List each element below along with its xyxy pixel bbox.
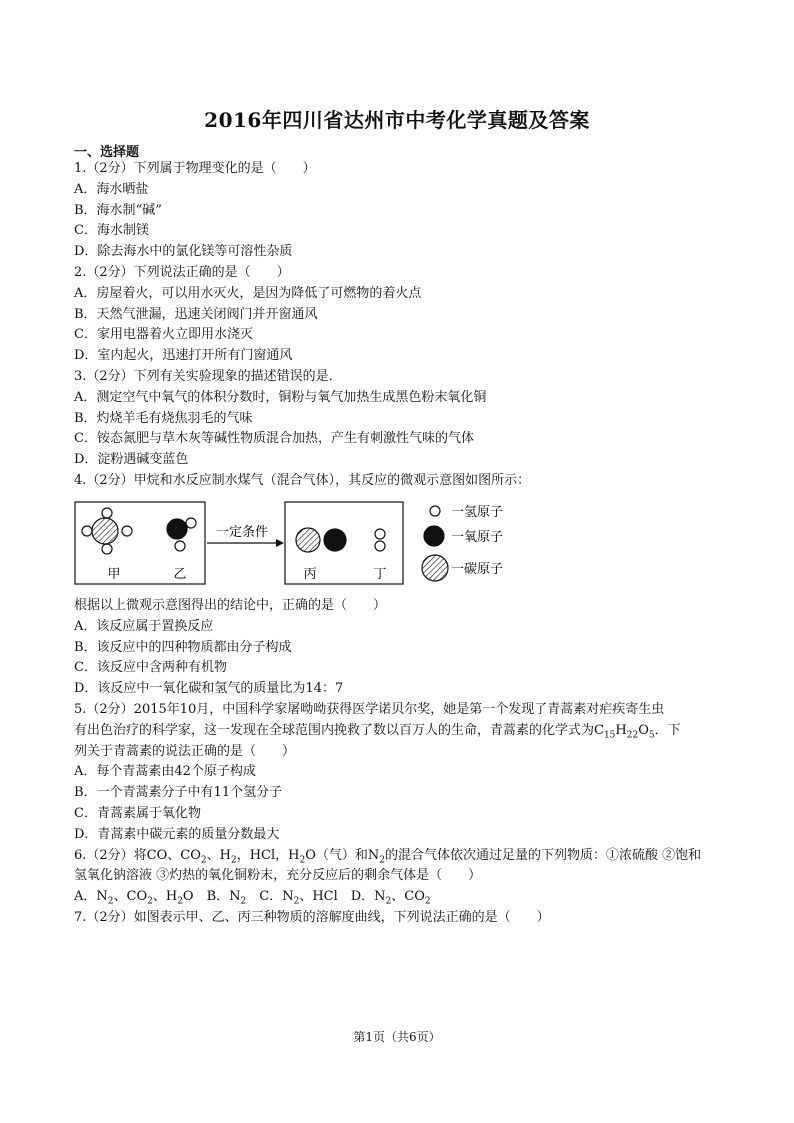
subscript: 22 <box>626 730 639 741</box>
subscript: 2 <box>385 896 392 907</box>
carbon-atom <box>296 528 320 552</box>
hydrogen-atom <box>186 518 196 528</box>
legend-hydrogen-icon <box>430 506 440 516</box>
text-line: C．铵态氮肥与草木灰等碱性物质混合加热，产生有刺激性气味的气体 <box>74 431 474 447</box>
page-title: 2016年四川省达州市中考化学真题及答案 <box>204 108 590 132</box>
text-line: B．天然气泄漏，迅速关闭阀门并开窗通风 <box>74 306 318 322</box>
text-span: ．下 <box>654 722 681 738</box>
subscript: 2 <box>240 896 247 907</box>
subscript: 2 <box>293 896 300 907</box>
label-ding: 丁 <box>373 567 387 582</box>
text-line: A．测定空气中氧气的体积分数时，铜粉与氧气加热生成黑色粉末氧化铜 <box>74 389 487 405</box>
text-span: 、CO <box>113 889 148 905</box>
label-jia: 甲 <box>107 567 121 582</box>
text-line: A．该反应属于置换反应 <box>74 618 214 634</box>
text-line: 3.（2分）下列有关实验现象的描述错误的是． <box>74 368 342 384</box>
hydrogen-atom <box>375 541 385 551</box>
page-footer: 第1页（共6页） <box>353 1030 441 1044</box>
text-line: 列关于青蒿素的说法正确的是（ ） <box>74 743 296 759</box>
text-line: B．海水制“碱” <box>74 202 162 218</box>
text-line: C．海水制镁 <box>74 223 149 239</box>
text-line: 7.（2分）如图表示甲、乙、丙三种物质的溶解度曲线，下列说法正确的是（ ） <box>74 909 550 925</box>
text-line: C．该反应中含两种有机物 <box>74 660 227 676</box>
hydrogen-atom <box>175 541 185 551</box>
question-block-1 <box>74 159 734 492</box>
label-bing: 丙 <box>303 567 317 582</box>
text-line: C．家用电器着火立即用水浇灭 <box>74 327 253 343</box>
text-line: D．青蒿素中碳元素的质量分数最大 <box>74 826 280 842</box>
label-yi: 乙 <box>173 567 187 582</box>
legend-hydrogen: 一氢原子 <box>451 505 504 520</box>
subscript: 2 <box>147 896 153 907</box>
subscript: 2 <box>424 896 431 907</box>
subscript: 2 <box>299 855 306 866</box>
text-line: 1.（2分）下列属于物理变化的是（ ） <box>74 161 316 176</box>
text-line: B．灼烧羊毛有烧焦羽毛的气味 <box>74 410 253 426</box>
text-line: 氢氧化钠溶液 ③灼热的氧化铜粉末，充分反应后的剩余气体是（ ） <box>74 868 482 884</box>
hydrogen-atom <box>122 526 132 536</box>
text-line: A．海水晒盐 <box>74 181 149 197</box>
text-span: O（气）和N <box>305 847 380 863</box>
text-line: 根据以上微观示意图得出的结论中，正确的是（ ） <box>74 598 387 613</box>
question-block-2 <box>74 596 734 929</box>
oxygen-atom <box>324 529 346 551</box>
text-span: 有出色治疗的科学家，这一发现在全球范围内挽救了数以百万人的生命，青蒿素的化学式为C <box>74 722 604 738</box>
text-line: D．室内起火，迅速打开所有门窗通风 <box>74 348 293 364</box>
legend-carbon: 一碳原子 <box>451 562 504 577</box>
text-span: 、CO <box>391 889 425 905</box>
text-span: O <box>638 722 649 738</box>
text-span: 、H <box>152 889 178 905</box>
arrow-label: 一定条件 <box>215 525 269 540</box>
carbon-atom <box>92 518 118 544</box>
text-span: O B．N <box>182 889 241 905</box>
hydrogen-atom <box>102 508 112 518</box>
text-line: A．房屋着火，可以用水灭火，是因为降低了可燃物的着火点 <box>74 285 422 301</box>
legend-oxygen-icon <box>424 526 444 546</box>
text-line: A．每个青蒿素由42个原子构成 <box>74 764 256 780</box>
text-span: ，HCl，H <box>236 847 300 863</box>
text-line <box>74 846 734 867</box>
hydrogen-atom <box>375 529 385 539</box>
text-span: C．N <box>246 889 294 905</box>
section-heading: 一、选择题 <box>74 145 140 160</box>
text-line <box>74 721 734 742</box>
subscript: 2 <box>200 855 207 866</box>
subscript: 2 <box>379 855 385 866</box>
text-line: D．该反应中一氧化碳和氢气的质量比为14：7 <box>74 681 344 697</box>
oxygen-atom <box>167 519 187 539</box>
text-line: D．除去海水中的氯化镁等可溶性杂质 <box>74 244 293 260</box>
arrow-head <box>276 539 284 547</box>
hydrogen-atom <box>102 544 112 554</box>
text-line: D．淀粉遇碱变蓝色 <box>74 452 189 468</box>
legend-carbon-icon <box>422 555 448 581</box>
subscript: 2 <box>107 896 114 907</box>
subscript: 2 <box>230 855 237 866</box>
text-span: 的混合气体依次通过足量的下列物质：①浓硫酸 ②饱和 <box>385 847 702 863</box>
subscript: 15 <box>603 730 616 741</box>
text-line: C．青蒿素属于氧化物 <box>74 805 201 821</box>
text-line: 4.（2分）甲烷和水反应制水煤气（混合气体），其反应的微观示意图如图所示： <box>74 472 531 488</box>
text-line: 5.（2分）2015年10月，中国科学家屠呦呦获得医学诺贝尔奖，她是第一个发现了青蒿素对疟疾寄生虫 <box>74 701 665 717</box>
text-span: 、H <box>206 847 231 863</box>
legend-oxygen: 一氧原子 <box>451 530 504 545</box>
subscript: 2 <box>177 896 183 907</box>
text-span: A．N <box>74 889 108 905</box>
subscript: 5 <box>648 730 655 741</box>
text-line: B．一个青蒿素分子中有11个氢分子 <box>74 785 283 801</box>
hydrogen-atom <box>82 526 92 536</box>
text-line: 2.（2分）下列说法正确的是（ ） <box>74 264 290 280</box>
text-line <box>74 887 734 908</box>
text-span: 6.（2分）将CO、CO <box>74 847 201 863</box>
text-line: B．该反应中的四种物质都由分子构成 <box>74 639 292 655</box>
text-span: H <box>615 722 627 738</box>
reaction-diagram <box>74 498 544 588</box>
text-span: 、HCl D．N <box>299 889 386 905</box>
